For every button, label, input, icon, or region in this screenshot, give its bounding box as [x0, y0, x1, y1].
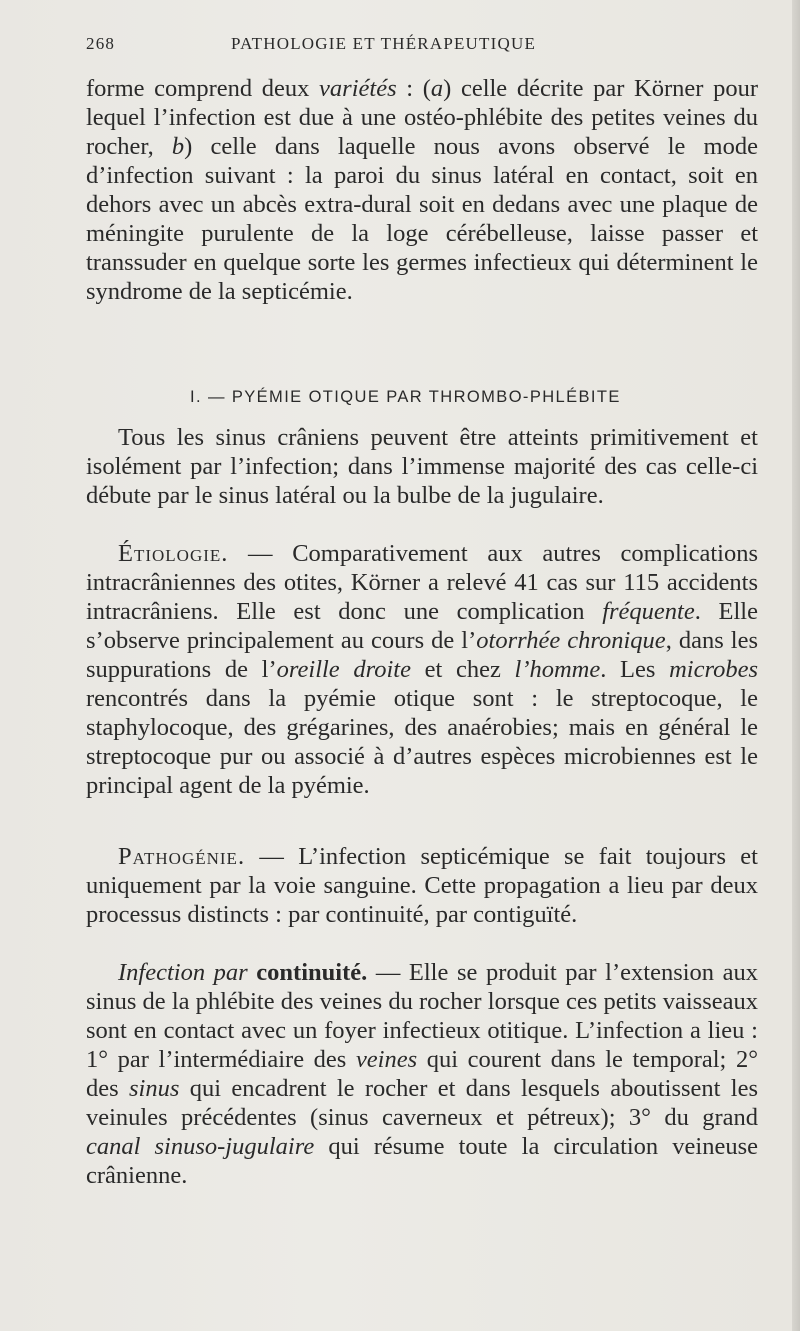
- paragraph-sinus: Tous les sinus crâniens peuvent être atteints primitivement et isolément par l’infection; dans l’immense majorité des cas celle-ci débute par le sinus latéral ou la bulbe de la jugulaire.: [86, 424, 758, 509]
- section-title: I. — PYÉMIE OTIQUE PAR THROMBO-PHLÉBITE: [190, 388, 621, 406]
- paragraph-infection-continuite: Infection par continuité. — Elle se produit par l’extension aux sinus de la phlébite des veines du rocher lorsque ces petits vaisseaux sont en contact avec un foyer infectieux otitique. L’infection a lieu : 1° par l’intermédiaire des veines qui courent dans le temporal; 2° des sinus qui encadrent le rocher et dans lesquels aboutissent les veinules précédentes (sinus caverneux et pétreux); 3° du grand canal sinuso-jugulaire qui résume toute la circulation veineuse crânienne.: [86, 959, 759, 1189]
- running-title: PATHOLOGIE ET THÉRAPEUTIQUE: [231, 34, 537, 53]
- pathogenie-heading: Pathogénie.: [118, 843, 246, 870]
- paragraph-pathogenie: Pathogénie. — L’infection septicémique se fait toujours et uniquement par la voie sanguine. Cette propagation a lieu par deux processus distincts : par continuité, par contiguïté.: [86, 843, 758, 928]
- etiologie-heading: Étiologie.: [118, 540, 229, 567]
- paragraph-etiologie: Étiologie. — Comparativement aux autres complications intracrâniennes des otites, Körner a relevé 41 cas sur 115 accidents intracrâniens. Elle est donc une complication fréquente. Elle s’observe principalement au cours de l’otorrhée chronique, dans les suppurations de l’oreille droite et chez l’homme. Les microbes rencontrés dans la pyémie otique sont : le streptocoque, le staphylocoque, des grégarines, des anaérobies; mais en général le streptocoque pur ou associé à d’autres espèces microbiennes est le principal agent de la pyémie.: [86, 540, 759, 799]
- infection-subheading: Infection par: [118, 959, 248, 986]
- page-header: [86, 34, 736, 60]
- paragraph-intro: forme comprend deux variétés : (a) celle décrite par Körner pour lequel l’infection est due à une ostéo-phlébite des petites veines du rocher, b) celle dans laquelle nous avons observé le mode d’infection suivant : la paroi du sinus latéral en contact, soit en dehors avec un abcès extra-dural soit en dedans avec une plaque de méningite purulente de la loge cérébelleuse, laisse passer et transsuder en quelque sorte les germes infectieux qui déterminent le syndrome de la septicémie.: [86, 75, 758, 305]
- page-number: 268: [86, 34, 116, 53]
- page-edge-shadow: [792, 0, 800, 1331]
